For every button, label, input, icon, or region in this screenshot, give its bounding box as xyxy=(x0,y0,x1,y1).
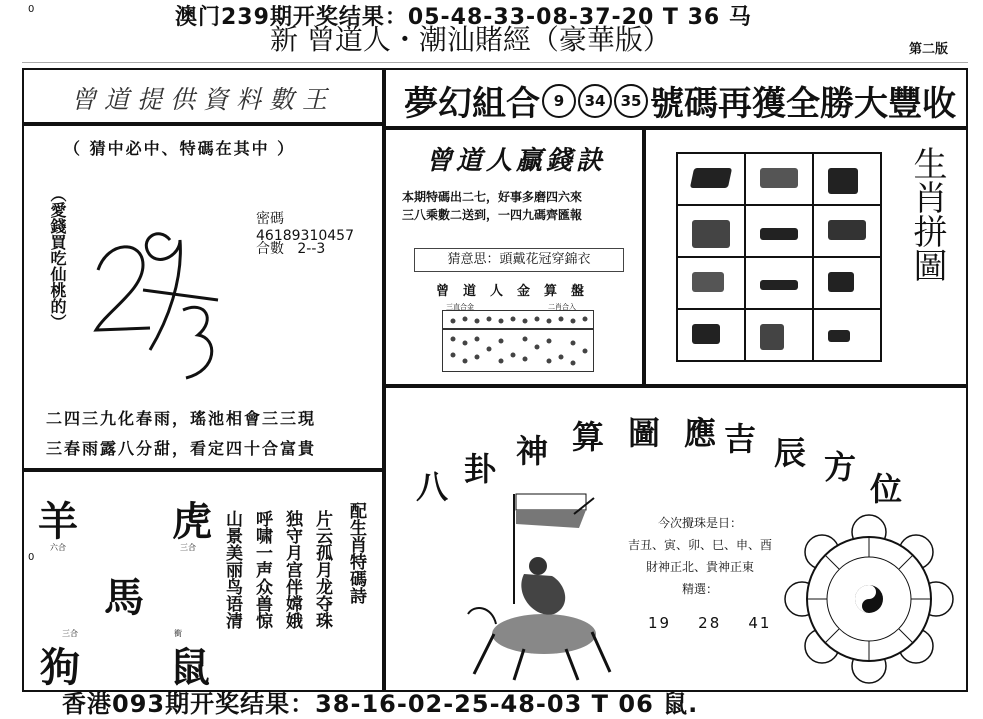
poem-line-2: 三春雨露八分甜，看定四十合富貴 xyxy=(46,439,317,458)
special-code-panel xyxy=(22,124,384,470)
heshu-label: 合數 xyxy=(256,241,284,257)
bagua-char-9: 方 xyxy=(824,448,857,486)
bagua-char-7: 吉 xyxy=(724,420,757,458)
vertical-hint: （愛錢買吃仙桃的） xyxy=(48,186,67,330)
ad-left-text: 夢幻組合 xyxy=(404,84,540,124)
zodiac-poem-panel xyxy=(22,470,384,692)
abacus-right-label: 二肖合入 xyxy=(548,303,576,311)
puzzle-cell xyxy=(745,205,813,257)
info-line-2: 吉丑、寅、卯、巳、申、酉 xyxy=(627,538,772,552)
puzzle-cell xyxy=(813,257,881,309)
poem-column-4: 山景美丽鸟语清 xyxy=(222,510,242,629)
heshu-row xyxy=(256,238,325,258)
bagua-char-3: 神 xyxy=(516,432,549,470)
zodiac-horse: 馬 xyxy=(104,574,144,621)
bagua-char-1: 八 xyxy=(416,468,449,506)
win-text xyxy=(402,188,582,224)
win-line-1: 本期特碼出二七，好事多磨四六來 xyxy=(402,190,583,204)
puzzle-grid xyxy=(676,152,882,362)
puzzle-cell xyxy=(813,153,881,205)
info-line-4: 精選： xyxy=(681,582,718,596)
info-line-3: 財神正北、貴神正東 xyxy=(645,560,754,574)
slogan-text: 曾道提供資料數王 xyxy=(70,85,335,114)
hk-result: 香港093期开奖结果：38-16-02-25-48-03 T 06 鼠. xyxy=(62,690,699,718)
puzzle-cell xyxy=(677,309,745,361)
bagua-char-5: 圖 xyxy=(628,414,661,452)
tag-sanhe-1: 三合 xyxy=(180,543,196,552)
win-title: 曾道人贏錢訣 xyxy=(426,146,607,176)
ad-number-2: 34 xyxy=(578,84,612,118)
warrior-illustration xyxy=(454,484,614,684)
win-secret-panel xyxy=(384,128,644,386)
macau-result: 澳门239期开奖结果：05-48-33-08-37-20 T 36 马 xyxy=(175,5,752,30)
ad-right-text: 號碼再獲全勝大豐收 xyxy=(650,84,956,124)
dream-combo-banner xyxy=(384,68,968,128)
puzzle-label: 生肖拼圖 xyxy=(907,146,947,282)
poem-title-column: 配生肖特碼詩 xyxy=(346,502,366,604)
tag-sanhe-2: 三合 xyxy=(62,629,78,638)
password-label: 密碼 xyxy=(256,211,284,227)
selected-numbers: 19 28 41 xyxy=(648,614,772,632)
header-divider xyxy=(22,62,968,63)
puzzle-cell xyxy=(677,257,745,309)
bagua-char-10: 位 xyxy=(870,470,903,508)
hint-text: （ 猜中必中、特碼在其中 ） xyxy=(64,139,296,158)
bagua-wheel xyxy=(784,514,954,684)
puzzle-cell xyxy=(677,205,745,257)
bagua-char-6: 應 xyxy=(684,414,717,452)
draw-info xyxy=(610,512,790,600)
poem-column-3: 呼啸一声众兽惊 xyxy=(252,510,272,629)
tag-chong: 衝 xyxy=(174,629,182,638)
heshu-value: 2--3 xyxy=(297,241,326,257)
bagua-char-4: 算 xyxy=(572,418,605,456)
puzzle-cell xyxy=(745,153,813,205)
guess-box: 猜意思：頭戴花冠穿錦衣 xyxy=(414,248,624,272)
page-title: 新 曾道人・潮汕賭經（豪華版） xyxy=(270,23,671,56)
win-line-2: 三八乘數二送到，一四九碼齊匯報 xyxy=(402,208,583,222)
corner-mark-2: 0 xyxy=(28,552,35,563)
abacus-left-label: 三直合金 xyxy=(446,303,474,311)
info-line-1: 今次攪珠是日： xyxy=(657,516,742,530)
slogan-panel xyxy=(22,68,384,124)
zodiac-tiger: 虎 xyxy=(172,498,212,545)
zodiac-dog: 狗 xyxy=(40,644,80,691)
bagua-panel xyxy=(384,386,968,692)
zodiac-puzzle-panel xyxy=(644,128,968,386)
puzzle-cell xyxy=(813,309,881,361)
zodiac-rat: 鼠 xyxy=(170,644,210,691)
edition-label: 第二版 xyxy=(908,42,948,57)
puzzle-cell xyxy=(745,309,813,361)
poem-line-1: 二四三九化春雨，瑤池相會三三現 xyxy=(46,409,317,428)
puzzle-cell xyxy=(813,205,881,257)
bagua-char-2: 卦 xyxy=(464,450,497,488)
corner-mark: 0 xyxy=(28,4,35,15)
poem-column-1: 片云孤月龙夺珠 xyxy=(312,510,332,629)
handwritten-numbers xyxy=(88,200,228,390)
password-value: 46189310457 xyxy=(256,228,354,244)
poem-column-2: 独守月宫伴嫦娥 xyxy=(282,510,302,629)
code-poem xyxy=(46,404,316,464)
ad-number-3: 35 xyxy=(614,84,648,118)
bagua-char-8: 辰 xyxy=(774,434,807,472)
abacus-title: 曾道人金算盤 xyxy=(436,284,599,299)
puzzle-cell xyxy=(745,257,813,309)
puzzle-cell xyxy=(677,153,745,205)
abacus-image xyxy=(442,310,594,372)
tag-liuhe: 六合 xyxy=(50,543,66,552)
zodiac-sheep: 羊 xyxy=(38,498,78,545)
ad-number-1: 9 xyxy=(542,84,576,118)
